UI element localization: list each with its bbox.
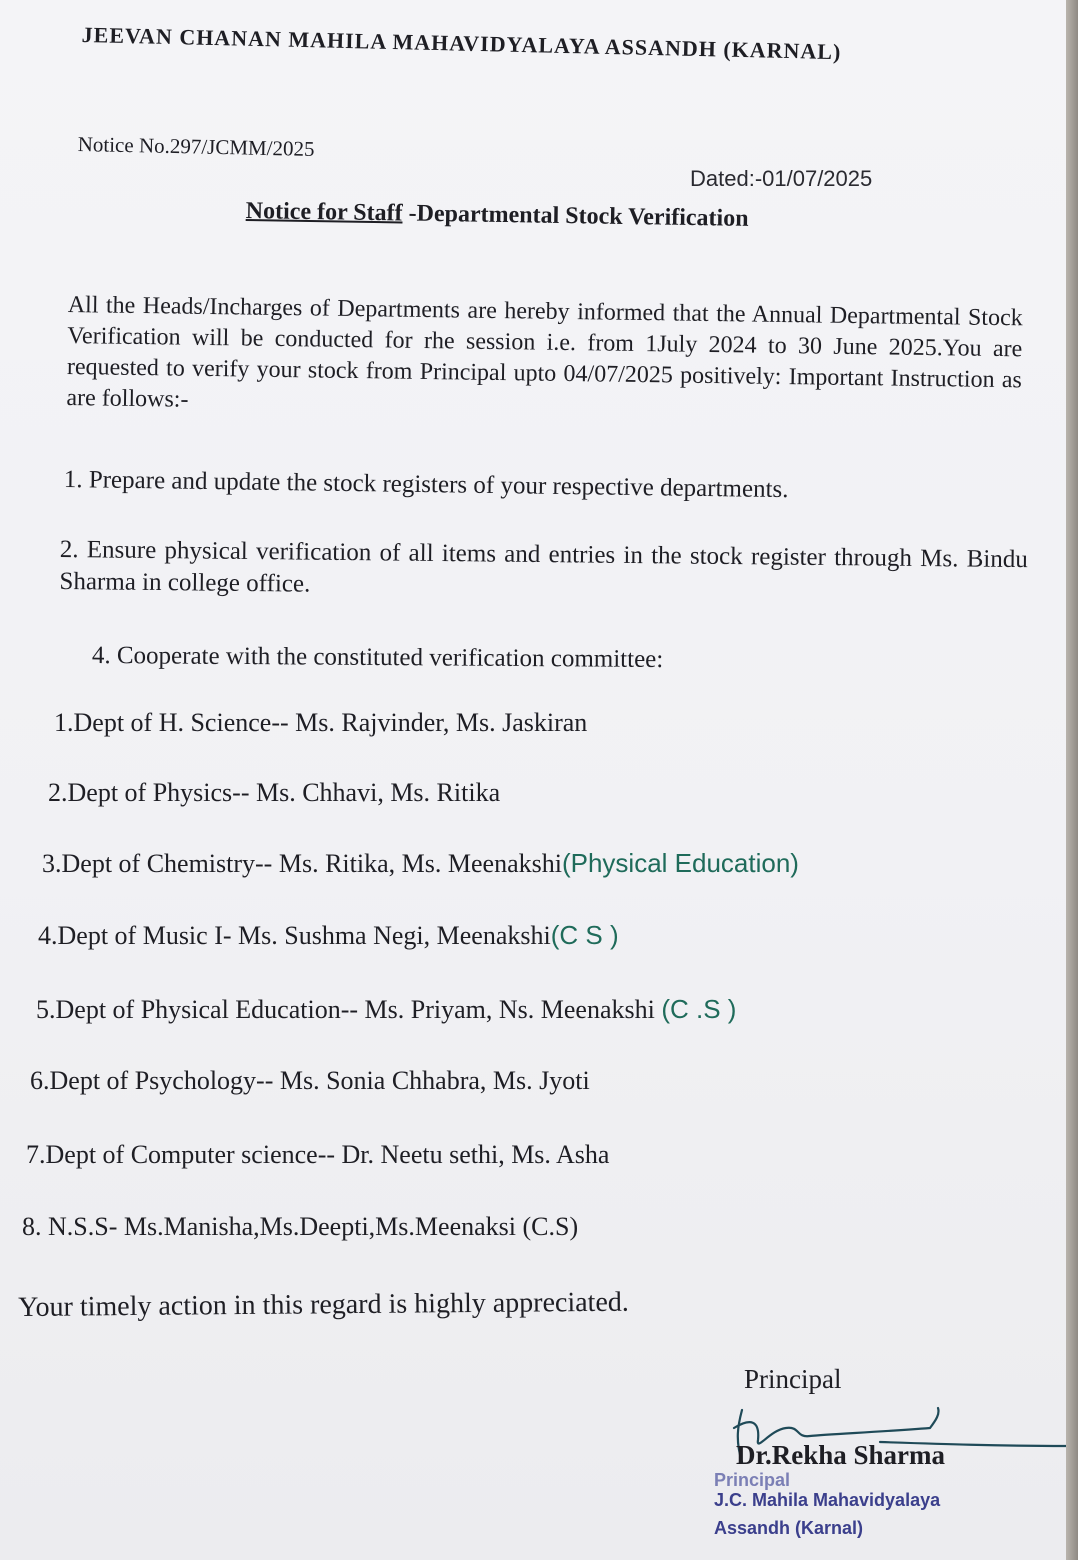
signatory-title: Principal	[744, 1364, 842, 1394]
handwritten-note: (C .S )	[661, 994, 737, 1024]
notice-date: Dated:-01/07/2025	[690, 166, 873, 191]
handwritten-note: (C S )	[550, 920, 619, 950]
committee-item-6: 6.Dept of Psychology-- Ms. Sonia Chhabra, Ms. Jyoti	[30, 1066, 590, 1095]
stamp-line-1: Principal	[714, 1470, 791, 1490]
stamp-line-3: Assandh (Karnal)	[714, 1518, 864, 1538]
stamp-line-2: J.C. Mahila Mahavidyalaya	[714, 1490, 941, 1510]
college-name: JEEVAN CHANAN MAHILA MAHAVIDYALAYA ASSANDH (KARNAL)	[81, 22, 842, 65]
committee-item-4: 4.Dept of Music I- Ms. Sushma Negi, Meenakshi(C S )	[38, 920, 619, 950]
committee-item-5: 5.Dept of Physical Education-- Ms. Priyam, Ns. Meenakshi (C .S )	[36, 994, 737, 1024]
subject-rest: -Departmental Stock Verification	[402, 200, 749, 232]
instruction-4: 4. Cooperate with the constituted verification committee:	[91, 642, 664, 673]
instruction-1: 1. Prepare and update the stock registers of your respective departments.	[63, 466, 789, 504]
intro-paragraph: All the Heads/Incharges of Departments are hereby informed that the Annual Departmental Stock Verification will be conducted for rhe session i.e. from 1July 2024 to 30 June 2025.You are requested to verify your stock from Principal upto 04/07/2025 positively: Important Instruction as are follows:-	[66, 291, 1023, 413]
committee-item-2: 2.Dept of Physics-- Ms. Chhavi, Ms. Ritika	[48, 778, 501, 807]
subject-underlined: Notice for Staff	[245, 198, 403, 227]
committee-item-8: 8. N.S.S- Ms.Manisha,Ms.Deepti,Ms.Meenaksi (C.S)	[22, 1212, 579, 1241]
signatory-name: Dr.Rekha Sharma	[736, 1440, 946, 1470]
committee-item-3: 3.Dept of Chemistry-- Ms. Ritika, Ms. Meenakshi(Physical Education)	[42, 848, 799, 878]
handwritten-note: (Physical Education)	[561, 848, 799, 878]
committee-item-7: 7.Dept of Computer science-- Dr. Neetu sethi, Ms. Asha	[26, 1140, 610, 1169]
committee-item-1: 1.Dept of H. Science-- Ms. Rajvinder, Ms. Jaskiran	[54, 708, 588, 737]
notice-number: Notice No.297/JCMM/2025	[77, 132, 315, 161]
paper-edge	[1066, 0, 1078, 1560]
closing-line: Your timely action in this regard is highly appreciated.	[18, 1286, 629, 1323]
instruction-2: 2. Ensure physical verification of all items and entries in the stock register through Ms. Bindu Sharma in college office.	[59, 535, 1028, 598]
